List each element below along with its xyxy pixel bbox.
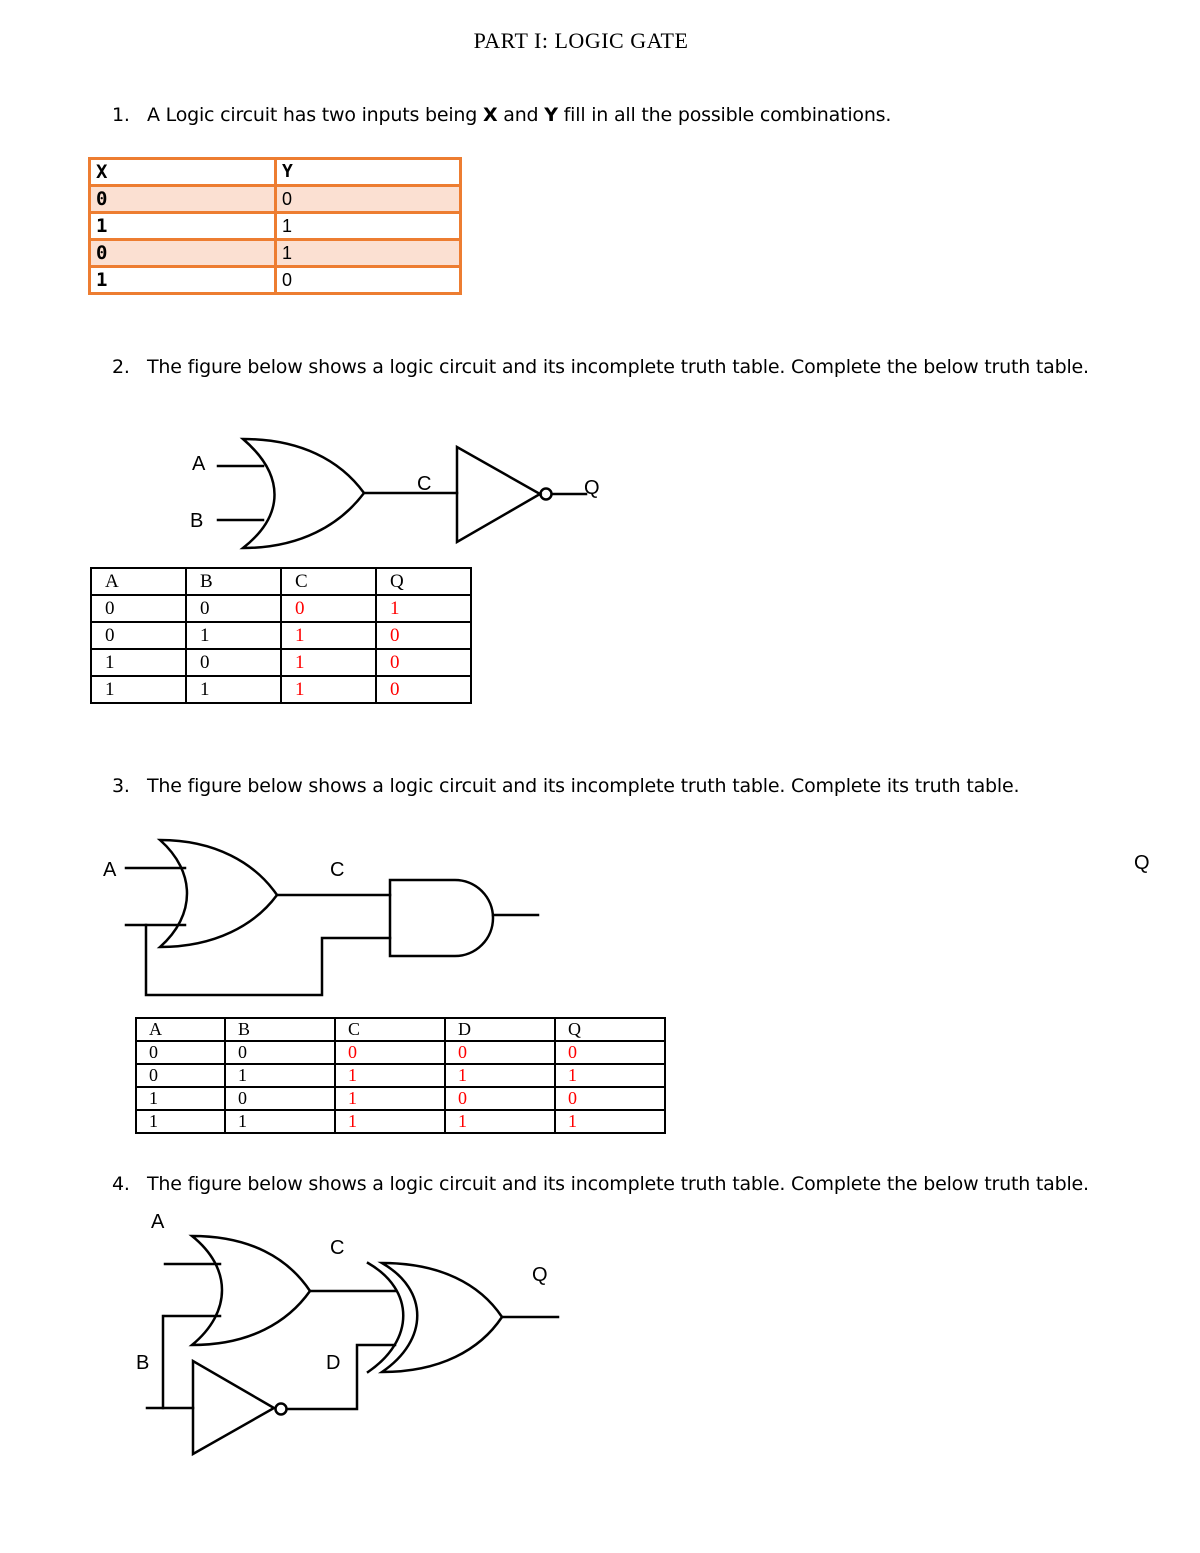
answer-cell: 0 — [555, 1041, 665, 1064]
table-cell: 1 — [225, 1110, 335, 1133]
and-gate-icon — [390, 880, 493, 956]
table-cell: 0 — [90, 186, 276, 213]
label-c: C — [330, 859, 345, 881]
answer-cell: 1 — [281, 649, 376, 676]
label-q: Q — [1134, 852, 1150, 874]
header-cell: Q — [376, 568, 471, 595]
table-cell: 0 — [136, 1064, 225, 1087]
answer-cell: 1 — [555, 1064, 665, 1087]
answer-cell: 1 — [445, 1064, 555, 1087]
header-cell: C — [335, 1018, 445, 1041]
table-cell: 1 — [186, 676, 281, 703]
label-d: D — [326, 1352, 341, 1374]
question-3: 3. The figure below shows a logic circuit and its incomplete truth table. Complete its truth table. — [112, 775, 1020, 797]
table-cell: 1 — [276, 240, 461, 267]
question-number: 3. — [112, 775, 130, 797]
or-gate-icon — [192, 1236, 310, 1345]
answer-cell: 1 — [281, 622, 376, 649]
page-title: PART I: LOGIC GATE — [473, 28, 689, 53]
xor-input-arc-icon — [368, 1263, 403, 1372]
table-cell: 0 — [90, 240, 276, 267]
header-cell: B — [186, 568, 281, 595]
label-a: A — [103, 859, 117, 881]
table-cell: 0 — [186, 595, 281, 622]
answer-cell: 0 — [376, 649, 471, 676]
table-cell: 0 — [186, 649, 281, 676]
table-cell: 0 — [91, 595, 186, 622]
header-cell: Y — [276, 159, 461, 186]
label-c: C — [417, 473, 432, 495]
table-cell: 1 — [91, 649, 186, 676]
table-cell: 0 — [91, 622, 186, 649]
or-gate-icon — [243, 439, 364, 548]
table-cell: 0 — [136, 1041, 225, 1064]
table-cell: 1 — [90, 267, 276, 294]
answer-cell: 0 — [555, 1087, 665, 1110]
question-4: 4. The figure below shows a logic circuit and its incomplete truth table. Complete the below truth table. — [112, 1173, 1089, 1195]
circuit-2 — [218, 439, 586, 548]
label-q: Q — [584, 477, 600, 499]
not-gate-icon — [193, 1361, 274, 1454]
table-cell: 0 — [225, 1041, 335, 1064]
label-a: A — [192, 453, 206, 475]
or-gate-icon — [160, 840, 277, 947]
header-cell: B — [225, 1018, 335, 1041]
answer-cell: 0 — [281, 595, 376, 622]
question-number: 4. — [112, 1173, 130, 1195]
answer-cell: 1 — [335, 1110, 445, 1133]
question-number: 2. — [112, 356, 130, 378]
header-cell: C — [281, 568, 376, 595]
answer-cell: 1 — [445, 1110, 555, 1133]
answer-cell: 1 — [281, 676, 376, 703]
header-cell: Q — [555, 1018, 665, 1041]
label-c: C — [330, 1237, 345, 1259]
answer-cell: 0 — [445, 1041, 555, 1064]
label-a: A — [151, 1211, 165, 1233]
feedback-wire — [146, 925, 390, 995]
table-cell: 1 — [276, 213, 461, 240]
question-1: 1. A Logic circuit has two inputs being X and Y fill in all the possible combinations. — [112, 104, 892, 126]
answer-cell: 1 — [376, 595, 471, 622]
header-cell: X — [90, 159, 276, 186]
table-cell: 1 — [225, 1064, 335, 1087]
header-cell: A — [91, 568, 186, 595]
answer-cell: 0 — [376, 622, 471, 649]
table-cell: 1 — [136, 1110, 225, 1133]
answer-cell: 0 — [376, 676, 471, 703]
inverter-bubble-icon — [276, 1404, 287, 1415]
answer-cell: 1 — [335, 1087, 445, 1110]
question-2: 2. The figure below shows a logic circuit and its incomplete truth table. Complete the below truth table. — [112, 356, 1089, 378]
table-cell: 1 — [136, 1087, 225, 1110]
label-b: B — [190, 510, 204, 532]
question-number: 1. — [112, 104, 130, 126]
answer-cell: 1 — [555, 1110, 665, 1133]
wire-d — [287, 1345, 395, 1409]
table-cell: 0 — [225, 1087, 335, 1110]
label-q: Q — [532, 1264, 548, 1286]
table-cell: 0 — [276, 186, 461, 213]
answer-cell: 0 — [445, 1087, 555, 1110]
header-cell: D — [445, 1018, 555, 1041]
answer-cell: 1 — [335, 1064, 445, 1087]
table-cell: 1 — [90, 213, 276, 240]
label-b: B — [136, 1352, 150, 1374]
table-cell: 0 — [276, 267, 461, 294]
header-cell: A — [136, 1018, 225, 1041]
table-cell: 1 — [186, 622, 281, 649]
circuit-4 — [147, 1236, 558, 1454]
xor-gate-icon — [382, 1263, 502, 1372]
table-cell: 1 — [91, 676, 186, 703]
answer-cell: 0 — [335, 1041, 445, 1064]
not-gate-icon — [457, 447, 540, 542]
